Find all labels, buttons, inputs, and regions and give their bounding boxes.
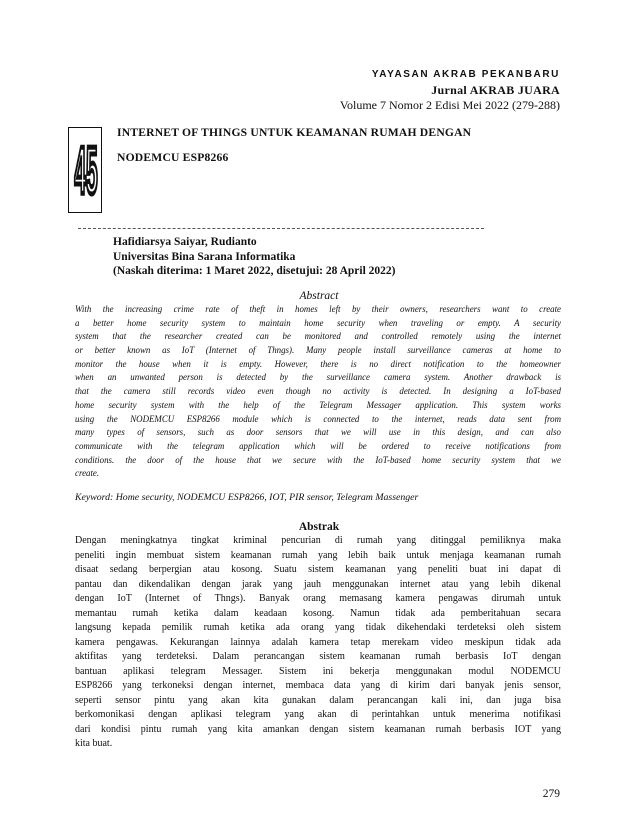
title-line-1: INTERNET OF THINGS UNTUK KEAMANAN RUMAH DENGAN [117,126,472,139]
article-number-graphic [69,128,103,214]
abstract-english [75,303,561,481]
text-line: monitor the house when it is empty. However, there is no direct notification to the homeowner [75,358,561,369]
section-divider [78,228,484,229]
text-line: kamera pengawas. Kekurangan lainnya adalah kamera tetap merekam video meskipun tidak ada [75,636,561,648]
volume-issue: Volume 7 Nomor 2 Edisi Mei 2022 (279-288) [339,98,560,112]
text-line: peneliti ingin membuat sistem keamanan rumah yang lebih baik untuk menjaga keamanan rumah [75,549,561,561]
text-line: aktifitas yang terdeteksi. Dalam perancangan sistem keamanan rumah berbasis IoT dengan [75,651,561,662]
text-line: communicate with the telegram application which will be ordered to receive notifications from [75,440,561,451]
text-line: a better home security system to maintain home security when traveling or empty. A security [75,317,561,328]
text-line: that the camera still records video even though no activity is detected. In designing a IoT-based [75,386,561,397]
text-line: using the NODEMCU ESP8266 module which is connected to the internet, reads data sent from [75,413,561,424]
text-line: system that the researcher created can be monitored and controlled remotely using the internet [75,331,561,342]
text-line: berkomonikasi dengan aplikasi telegram yang akan di perintahkan untuk menerima notifikasi [75,709,561,720]
page-number: 279 [542,788,560,800]
text-line: bantuan aplikasi telegram Messager. Sistem ini bekerja menggunakan modul NODEMCU [75,665,561,677]
text-line: kita buat. [75,738,113,749]
text-line: seperti sensor pintu yang akan kita gunakan dalam perancangan kali ini, dan juga bisa [75,694,561,706]
journal-name: Jurnal AKRAB JUARA [431,83,560,97]
submission-dates: (Naskah diterima: 1 Maret 2022, disetujui: 28 April 2022) [113,265,396,278]
foundation-name: YAYASAN AKRAB PEKANBARU [371,69,560,80]
article-number-box [68,127,102,213]
abstrak-indonesian [75,534,561,752]
article-number: 45 [74,132,98,209]
text-line: ESP8266 yang terkoneksi dengan internet, membaca data yang di kirim dari banyak jenis sensor, [75,680,561,691]
abstrak-heading: Abstrak [298,521,340,533]
text-line: or better known as IoT (Internet of Thngs). Many people install surveillance cameras at home to [75,345,561,356]
text-line: dengan IoT (Internet of Thngs). Banyak orang memasang kamera pengawas dirumah untuk [75,593,561,604]
author-affiliation: Universitas Bina Sarana Informatika [113,250,296,263]
abstract-heading: Abstract [299,290,339,302]
text-line: create. [75,468,100,479]
text-line: disaat sedang berpergian atau kosong. Suatu sistem keamanan yang peneliti buat ini dapat di [75,564,561,575]
keywords: Keyword: Home security, NODEMCU ESP8266, IOT, PIR sensor, Telegram Massenger [75,492,419,503]
text-line: when an unwanted person is detected by the surveillance camera system. Another drawback is [75,372,561,383]
text-line: pantau dan dikendalikan dengan jarak yang jauh menggunakan internet atau yang lebih dikenal [75,578,561,590]
text-line: many types of sensors, such as door sensors that we will use in this design, and can also [75,427,561,438]
text-line: With the increasing crime rate of theft in homes left by their owners, researchers want to create [75,304,561,314]
author-block [113,235,395,279]
text-line: conditions. the door of the house that we secure with the IoT-based home security system that we [75,454,561,465]
author-names: Hafidiarsya Saiyar, Rudianto [113,236,257,248]
text-line: dari kondisi pintu rumah yang kita amankan dengan sistem keamanan rumah berbasis IOT yang [75,723,561,735]
title-line-2: NODEMCU ESP8266 [117,151,229,164]
text-line: langsung kepada pemilik rumah ketika ada orang yang tidak dikehendaki terdeteksi oleh sistem [75,622,561,633]
article-title [117,126,517,176]
text-line: memantau rumah ketika dalam keadaan kosong. Namun tidak ada pemberitahuan secara [75,607,561,619]
text-line: home security system with the help of the Telegram Messager application. This system works [75,399,561,410]
text-line: Dengan meningkatnya tingkat kriminal pencurian di rumah yang ditinggal pemiliknya maka [75,535,561,546]
